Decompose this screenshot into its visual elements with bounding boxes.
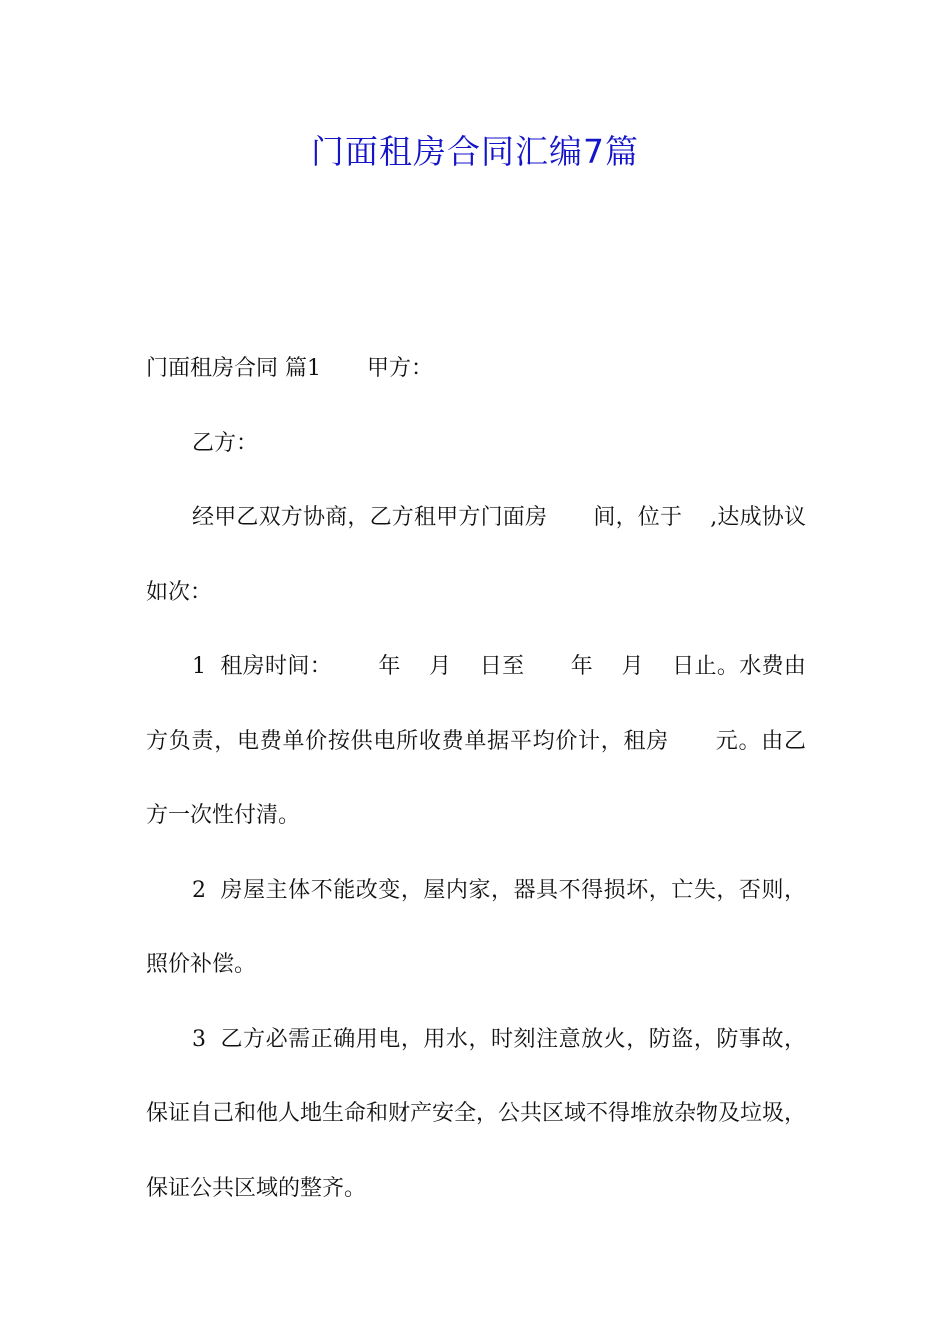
clause-1-paragraph: 1 租房时间： 年 月 日至 年 月 日止。水费由方负责，电费单价按供电所收费单据平均价计，租房 元。由乙方一次性付清。 [146, 654, 806, 828]
clause-2-number: 2 [192, 877, 206, 903]
party-a-label: 甲方： [367, 356, 434, 381]
clause-3-paragraph: 3 乙方必需正确用电，用水，时刻注意放火，防盗，防事故，保证自己和他人地生命和财产安全，公共区域不得堆放杂物及垃圾，保证公共区域的整齐。 [146, 1026, 807, 1201]
party-b-line [146, 407, 806, 482]
document-title: 门面租房合同汇编7篇 [311, 132, 639, 171]
section-heading-line [146, 332, 806, 407]
party-b-label: 乙方： [192, 430, 259, 456]
clause-2-paragraph: 2 房屋主体不能改变，屋内家，器具不得损坏，亡失，否则，照价补偿。 [146, 877, 806, 977]
document-body [146, 332, 806, 1226]
clause-1-number: 1 [192, 654, 206, 679]
clause-3-number: 3 [192, 1026, 206, 1052]
section-heading: 门面租房合同 篇1 [146, 356, 321, 381]
intro-paragraph: 经甲乙双方协商，乙方租甲方门面房 间，位于 ,达成协议如次： [146, 505, 806, 605]
